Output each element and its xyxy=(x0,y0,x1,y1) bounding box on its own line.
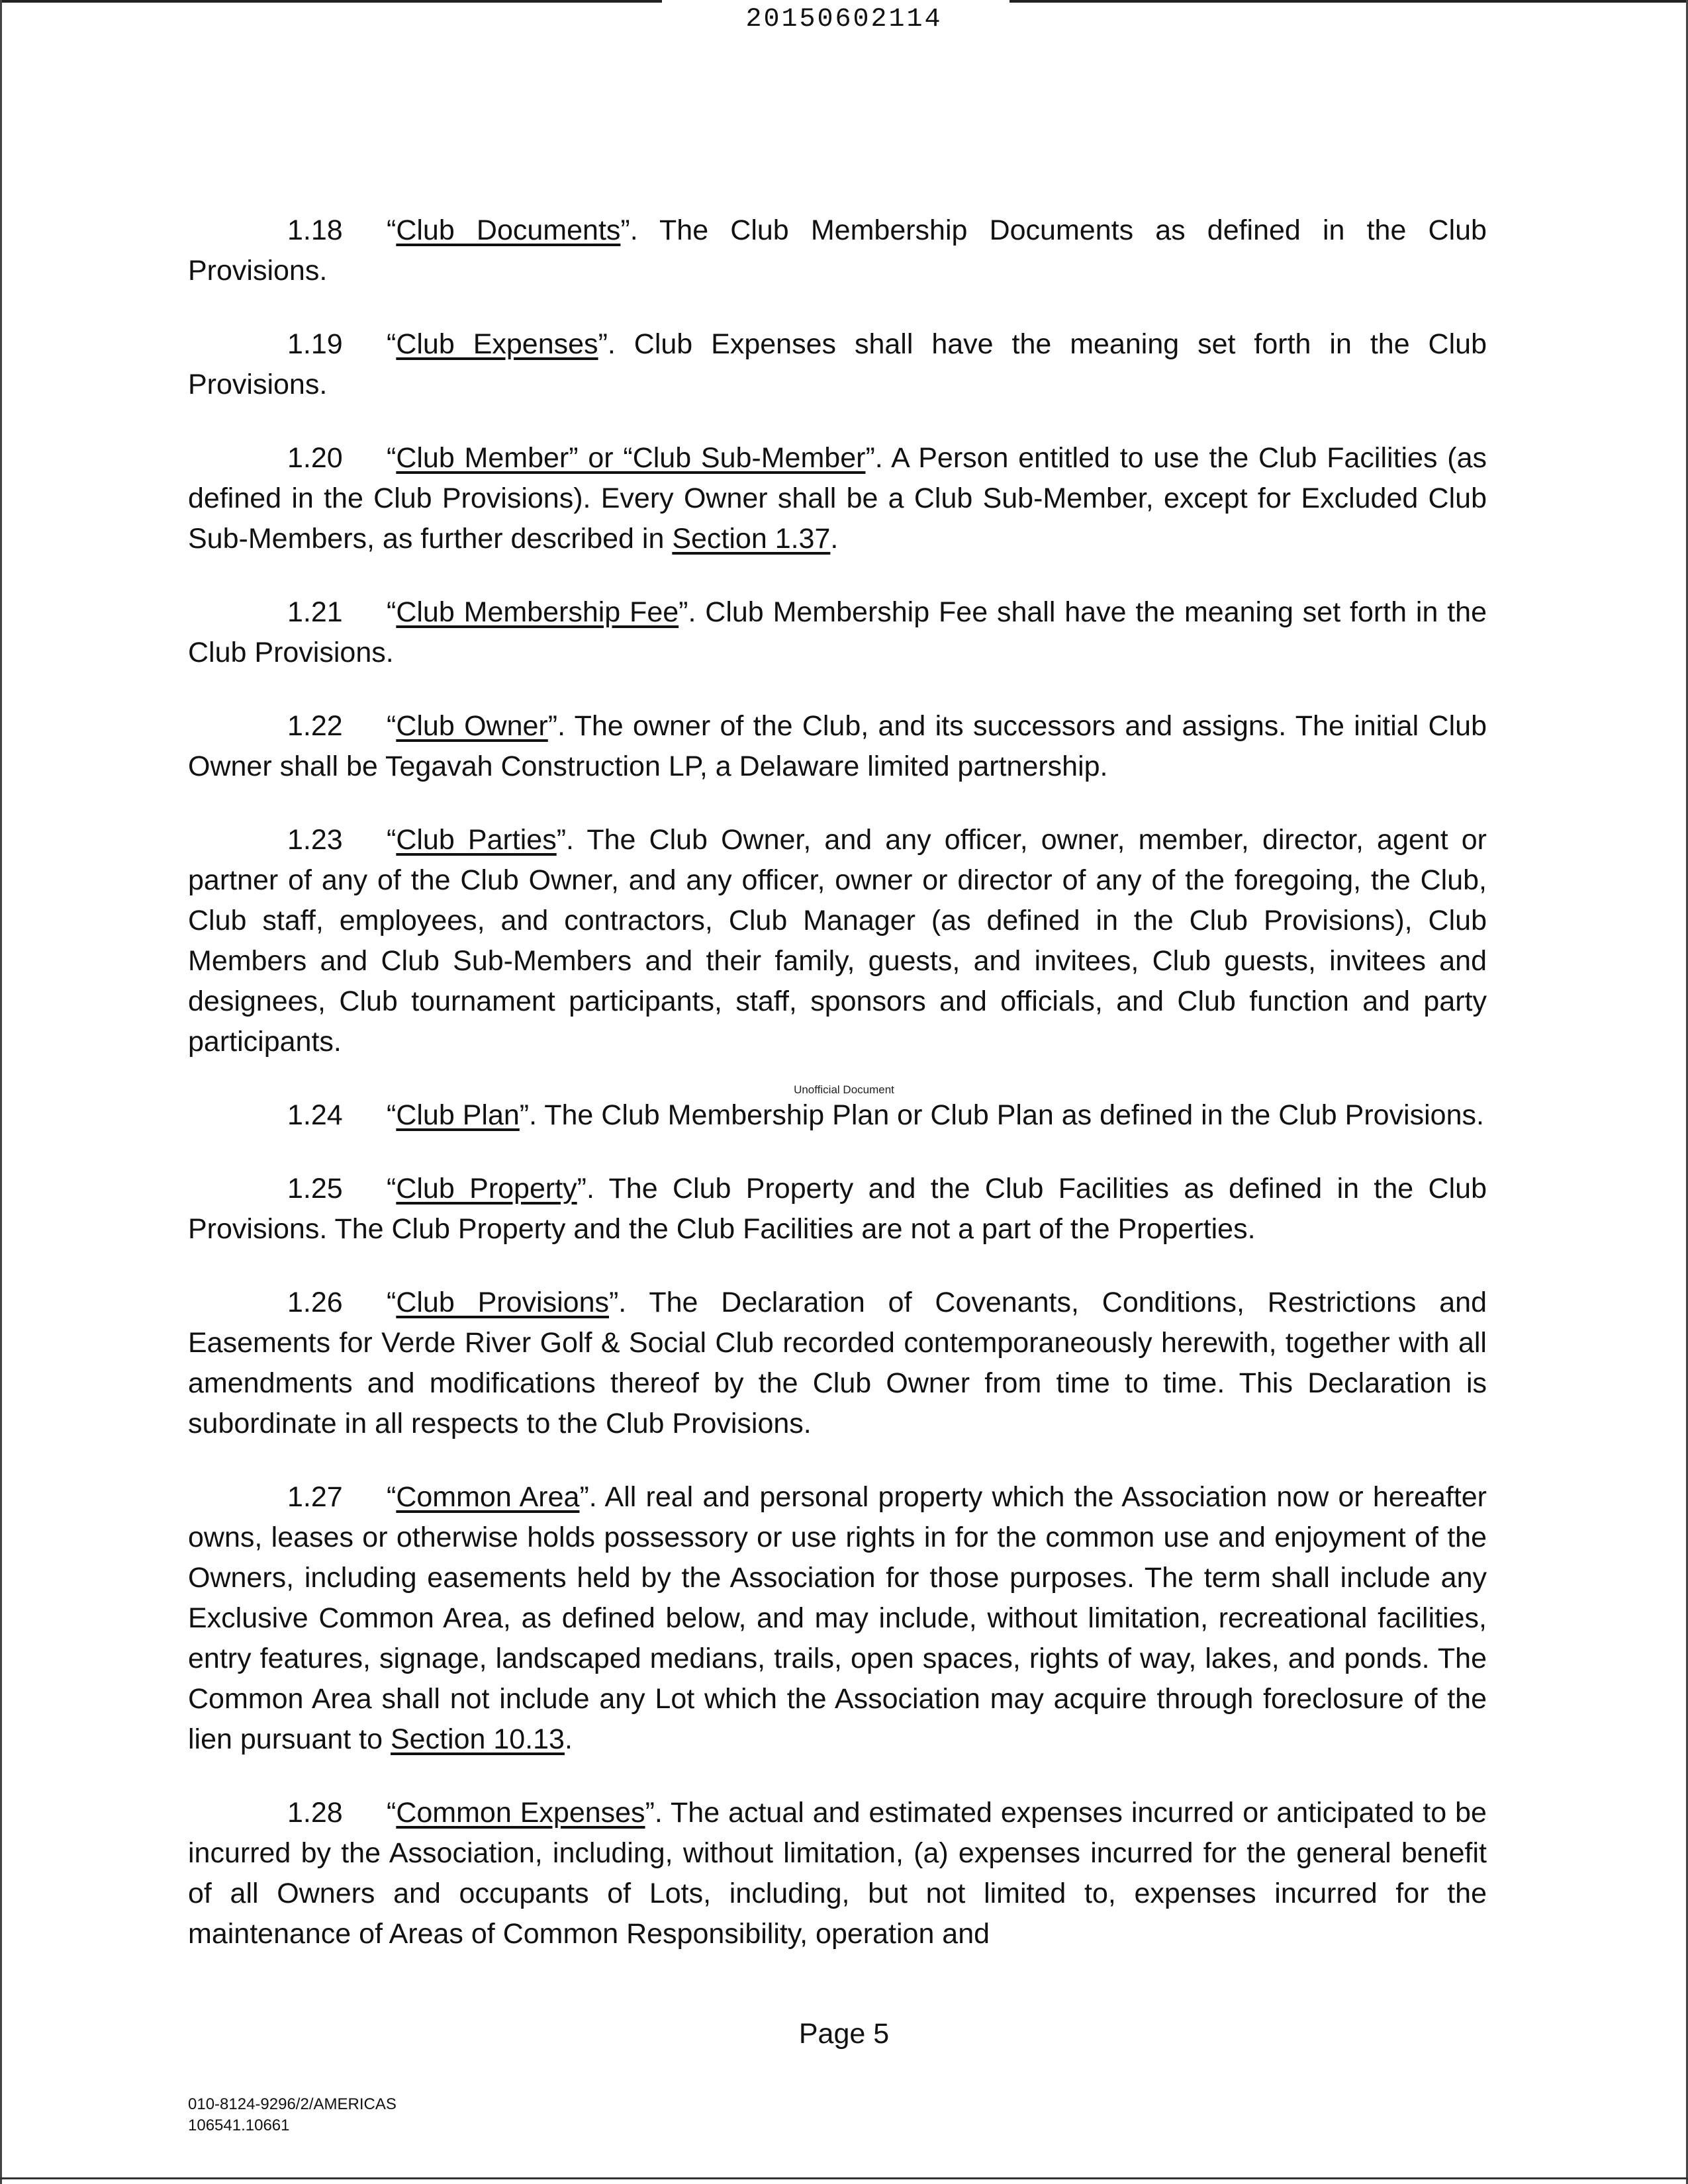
section-text: “Club Parties”. The Club Owner, and any officer, owner, member, director, agent or partner of any of the Club Owner, and any officer, owner or director of any of the foregoing, the Club, Club staff, employees, and contractors, Club Manager (as defined in the Club Provisions), Club Members and Club Sub-Members and their family, guests, and invitees, Club guests, invitees and designees, Club tournament participants, staff, sponsors and officials, and Club function and party participants. xyxy=(188,824,1487,1058)
section-text: “Club Documents”. The Club Membership Documents as defined in the Club Provisions. xyxy=(188,214,1487,287)
defined-term: Club Provisions xyxy=(396,1287,609,1318)
section-text: “Common Expenses”. The actual and estimated expenses incurred or anticipated to be incurred by the Association, including, without limitation, (a) expenses incurred for the general benefit of all Owners and occupants of Lots, including, but not limited to, expenses incurred for the maintenance of Areas of Common Responsibility, operation and xyxy=(188,1797,1487,1950)
document-body xyxy=(188,210,1487,1987)
section-number: 1.27 xyxy=(287,1481,343,1513)
section-reference: Section 10.13 xyxy=(390,1723,565,1755)
page-number: Page 5 xyxy=(798,2018,890,2050)
bottom-rule xyxy=(0,2177,1688,2179)
section-1-20 xyxy=(188,438,1487,559)
defined-term: Common Area xyxy=(396,1481,580,1513)
footer-matter-id: 106541.10661 xyxy=(188,2116,290,2134)
defined-term: Club Plan xyxy=(396,1099,520,1131)
section-text: “Common Area”. All real and personal property which the Association now or hereafter owns, leases or otherwise holds possessory or use rights in for the common use and enjoyment of the Owners, including easements held by the Association for those purposes. The term shall include any Exclusive Common Area, as defined below, and may include, without limitation, recreational facilities, entry features, signage, landscaped medians, trails, open spaces, rights of way, lakes, and ponds. The Common Area shall not include any Lot which the Association may acquire through foreclosure of the lien pursuant to Section 10.13. xyxy=(188,1481,1487,1755)
watermark: Unofficial Document xyxy=(794,1083,894,1096)
document-footer xyxy=(188,2094,397,2136)
defined-term: Club Parties xyxy=(396,824,557,856)
section-text: “Club Member” or “Club Sub-Member”. A Person entitled to use the Club Facilities (as defined in the Club Provisions). Every Owner shall be a Club Sub-Member, except for Excluded Club Sub-Members, as further described in Section 1.37. xyxy=(188,442,1487,555)
section-number: 1.25 xyxy=(287,1173,343,1205)
section-text: “Club Owner”. The owner of the Club, and its successors and assigns. The initial Club Owner shall be Tegavah Construction LP, a Delaware limited partnership. xyxy=(188,710,1487,782)
defined-term: Club Member” or “Club Sub-Member xyxy=(396,442,866,474)
section-number: 1.28 xyxy=(287,1797,343,1829)
section-text: “Club Provisions”. The Declaration of Covenants, Conditions, Restrictions and Easements for Verde River Golf & Social Club recorded contemporaneously herewith, together with all amendments and modifications thereof by the Club Owner from time to time. This Declaration is subordinate in all respects to the Club Provisions. xyxy=(188,1287,1487,1439)
section-number: 1.26 xyxy=(287,1287,343,1318)
section-reference: Section 1.37 xyxy=(672,523,831,555)
section-number: 1.23 xyxy=(287,824,343,856)
defined-term: Club Documents xyxy=(396,214,621,246)
defined-term: Club Owner xyxy=(396,710,548,742)
defined-term: Club Membership Fee xyxy=(396,596,679,628)
recording-number: 20150602114 xyxy=(745,5,943,34)
section-1-21 xyxy=(188,592,1487,673)
section-number: 1.19 xyxy=(287,328,343,360)
section-1-28 xyxy=(188,1793,1487,1954)
section-1-22 xyxy=(188,706,1487,787)
section-number: 1.20 xyxy=(287,442,343,474)
defined-term: Club Property xyxy=(396,1173,577,1205)
section-number: 1.18 xyxy=(287,214,343,246)
section-1-18 xyxy=(188,210,1487,291)
section-text: “Club Plan”. The Club Membership Plan or Club Plan as defined in the Club Provisions. xyxy=(387,1099,1484,1131)
section-1-26 xyxy=(188,1283,1487,1444)
section-number: 1.22 xyxy=(287,710,343,742)
section-1-24 xyxy=(188,1095,1487,1136)
defined-term: Common Expenses xyxy=(396,1797,645,1829)
section-text: “Club Expenses”. Club Expenses shall have the meaning set forth in the Club Provisions. xyxy=(188,328,1487,400)
section-1-23 xyxy=(188,820,1487,1062)
section-number: 1.24 xyxy=(287,1099,343,1131)
section-text: “Club Property”. The Club Property and the Club Facilities as defined in the Club Provisions. The Club Property and the Club Facilities are not a part of the Properties. xyxy=(188,1173,1487,1245)
footer-doc-id: 010-8124-9296/2/AMERICAS xyxy=(188,2095,397,2113)
defined-term: Club Expenses xyxy=(396,328,598,360)
section-1-25 xyxy=(188,1169,1487,1250)
section-1-19 xyxy=(188,324,1487,405)
section-number: 1.21 xyxy=(287,596,343,628)
section-1-27 xyxy=(188,1477,1487,1760)
section-text: “Club Membership Fee”. Club Membership Fee shall have the meaning set forth in the Club Provisions. xyxy=(188,596,1487,668)
